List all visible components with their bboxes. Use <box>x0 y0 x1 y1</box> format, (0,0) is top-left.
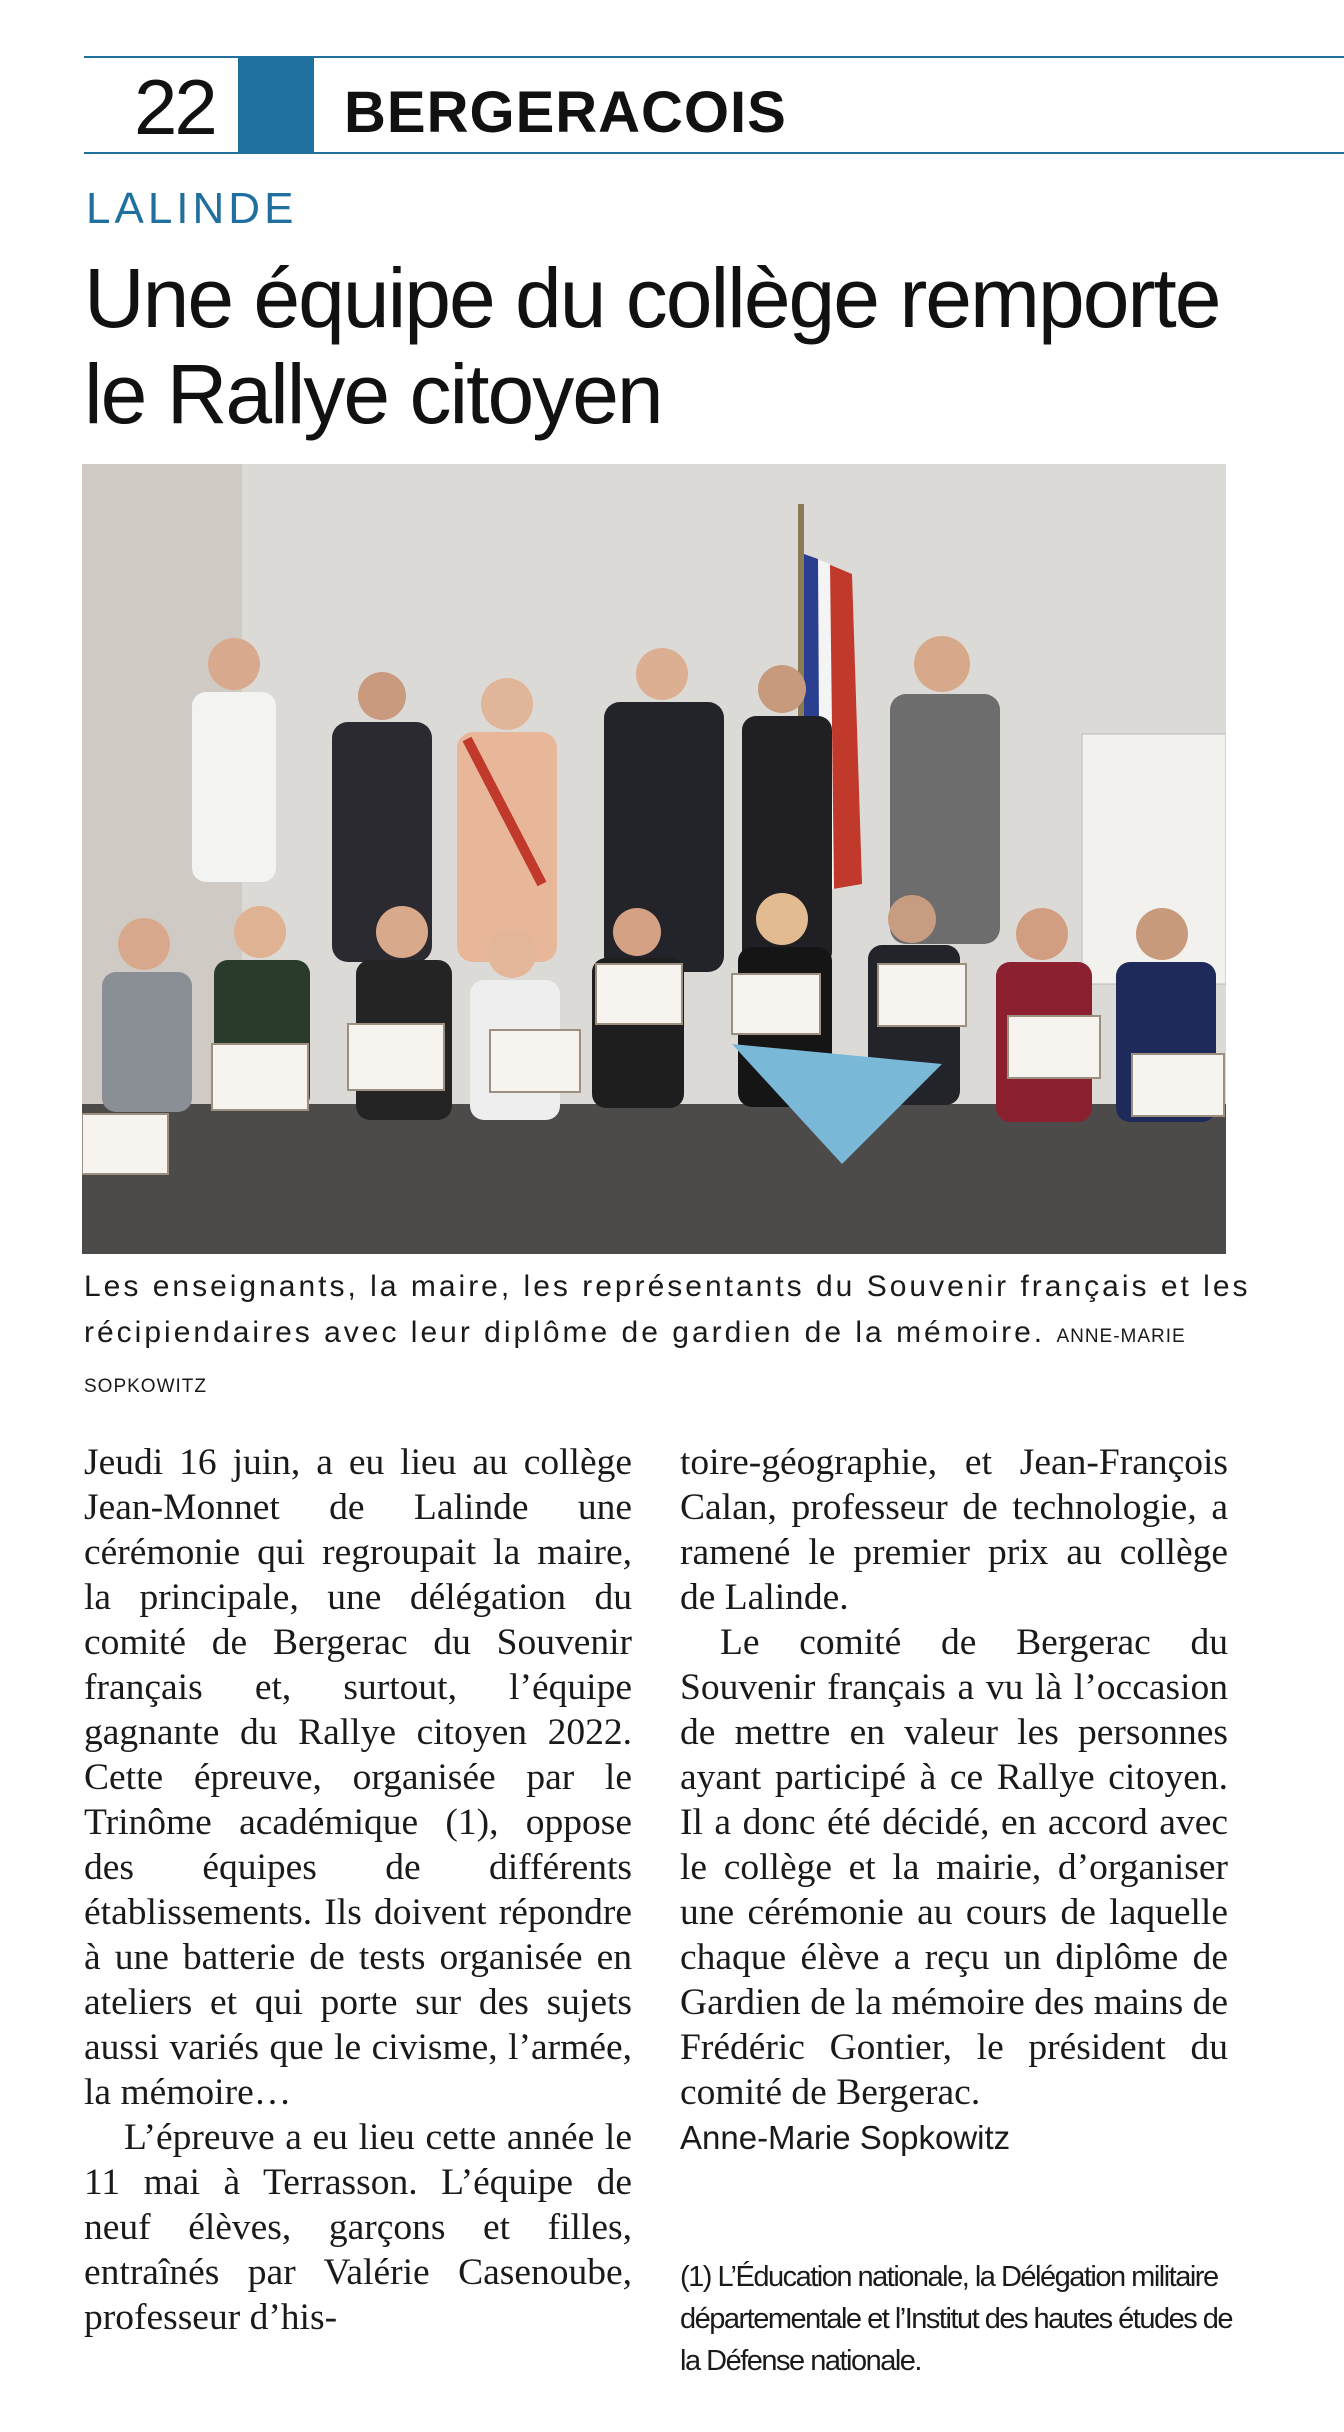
photo-caption-text: Les enseignants, la maire, les représentants du Souvenir français et les récipiendaires avec leur diplôme de gardien de la mémoire. <box>84 1270 1251 1349</box>
body-paragraph: toire-géographie, et Jean-François Calan, professeur de technologie, a ramené le premier prix au collège de Lalinde. <box>680 1442 1228 1618</box>
photo-caption <box>84 1264 1264 1410</box>
group-photo-illustration <box>82 464 1226 1254</box>
body-column-1 <box>84 1440 632 2340</box>
article-kicker: LALINDE <box>86 184 298 233</box>
article-signature: Anne-Marie Sopkowitz <box>680 2119 1011 2156</box>
article-photo <box>82 464 1226 1254</box>
article-footnote: (1) L’Éducation nationale, la Délégation militaire départementale et l’Institut des hautes études de la Défense nationale. <box>680 2261 1233 2377</box>
body-column-2 <box>680 1440 1228 2161</box>
page-number: 22 <box>134 63 215 151</box>
body-paragraph: Le comité de Bergerac du Souvenir français a vu là l’occasion de mettre en valeur les personnes ayant participé à ce Rallye citoyen. Il a donc été décidé, en accord avec le collège et la mairie, d’organiser une cérémonie au cours de laquelle chaque élève a reçu un diplôme de Gardien de la mémoire des mains de Frédéric Gontier, le président du comité de Bergerac. <box>680 1622 1228 2113</box>
section-title: BERGERACOIS <box>344 80 787 145</box>
masthead-color-block <box>238 58 314 152</box>
body-paragraph: L’épreuve a eu lieu cette année le 11 mai à Terrasson. L’équipe de neuf élèves, garçons et filles, entraînés par Valérie Casenoube, professeur d’his- <box>84 2117 632 2338</box>
body-paragraph: Jeudi 16 juin, a eu lieu au collège Jean-Monnet de Lalinde une cérémonie qui regroupait la maire, la principale, une délégation du comité de Bergerac du Souvenir français et, surtout, l’équipe gagnante du Rallye citoyen 2022. Cette épreuve, organisée par le Trinôme académique (1), oppose des équipes de différents établissements. Ils doivent répondre à une batterie de tests organisée en ateliers et qui porte sur des sujets aussi variés que le civisme, l’armée, la mémoire… <box>84 1442 632 2113</box>
photo-credit: ANNE-MARIE SOPKOWITZ <box>84 1326 1186 1397</box>
article-headline: Une équipe du collège remporte le Rallye citoyen <box>84 251 1220 441</box>
masthead-bottom-rule <box>84 152 1344 154</box>
